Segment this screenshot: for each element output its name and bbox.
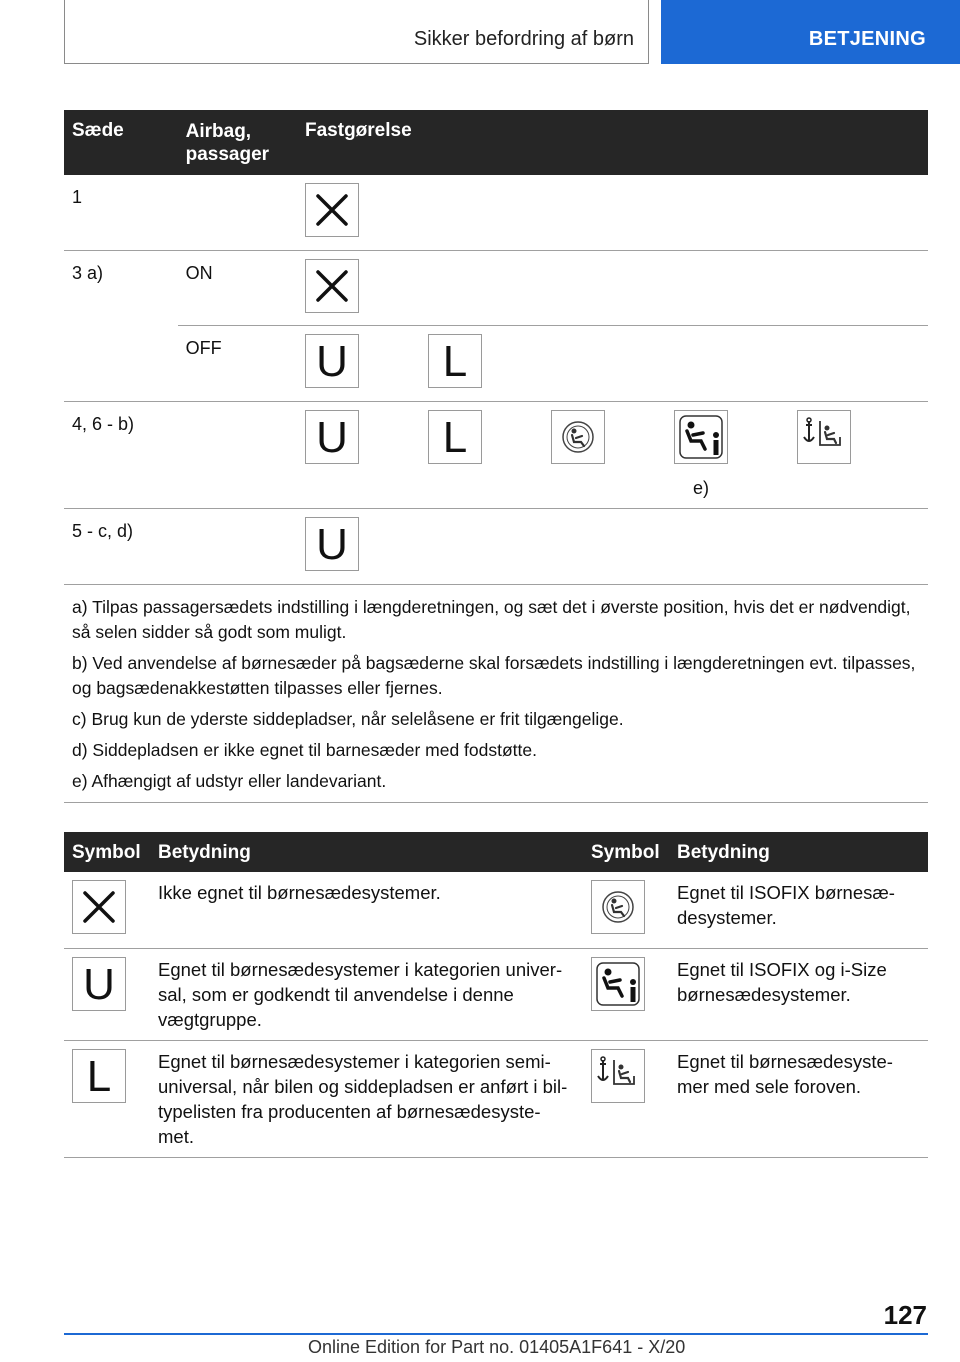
seat-cell: 1 — [64, 175, 178, 250]
not-suitable-icon — [305, 183, 359, 237]
meaning-text: Egnet til børnesædesystemer i kategorien semi-universal, når bilen og siddepladsen er anført i bil-typelisten fra producenten af børnesædesyste-met. — [150, 1040, 583, 1157]
universal-icon: U — [72, 957, 126, 1011]
footnote-d: d) Siddepladsen er ikke egnet til barnesæder med fodstøtte. — [72, 739, 537, 760]
seat-cell: 4, 6 - b) — [64, 401, 178, 508]
footnote-marker: e) — [692, 477, 709, 498]
table-row — [64, 401, 928, 508]
airbag-cell — [178, 401, 297, 508]
top-tether-icon — [591, 1049, 645, 1103]
footnote-c: c) Brug kun de yderste siddepladser, når selelåsene er frit tilgængelige. — [72, 708, 624, 729]
table-row — [64, 250, 928, 325]
col-header-airbag: Airbag, passager — [178, 110, 297, 175]
seat-cell — [64, 325, 178, 401]
universal-icon: U — [305, 410, 359, 464]
meaning-text: Egnet til ISOFIX børnesæ-desystemer. — [669, 872, 928, 948]
top-tether-icon — [797, 410, 851, 464]
footnote-e: e) Afhængigt af udstyr eller landevariant. — [72, 770, 387, 791]
table-row — [64, 508, 928, 584]
airbag-cell: ON — [178, 250, 297, 325]
isofix-icon — [551, 410, 605, 464]
isize-icon — [591, 957, 645, 1011]
seat-cell: 5 - c, d) — [64, 508, 178, 584]
col-header-seat: Sæde — [64, 110, 178, 175]
meaning-text: Egnet til børnesædesystemer i kategorien univer-sal, som er godkendt til anvendelse i denne vægtgruppe. — [150, 948, 583, 1040]
col-header-meaning-2: Betydning — [669, 832, 928, 872]
seat-suitability-table — [64, 110, 928, 803]
section-title: Sikker befordring af børn — [413, 28, 634, 50]
table-row — [64, 1040, 928, 1157]
meaning-text: Egnet til børnesædesyste-mer med sele foroven. — [669, 1040, 928, 1157]
footnote-a: a) Tilpas passagersædets indstilling i længderetningen, og sæt det i øverste position, hvis det er nødvendigt, så selen sidder så godt som muligt. — [72, 596, 911, 642]
footnote-b: b) Ved anvendelse af børnesæder på bagsæderne skal forsædets indstilling i længderetningen evt. tilpasses, og bagsædenakkestøtten tilpasses eller fjernes. — [72, 652, 916, 698]
footer-divider — [64, 1333, 928, 1335]
page-number: 127 — [883, 1300, 927, 1330]
chapter-tab: BETJENING — [661, 0, 960, 64]
footnotes-row — [64, 584, 928, 802]
table-row — [64, 872, 928, 948]
meaning-text: Egnet til ISOFIX og i-Size børnesædesystemer. — [669, 948, 928, 1040]
isofix-icon — [591, 880, 645, 934]
universal-icon: U — [305, 334, 359, 388]
airbag-cell — [178, 175, 297, 250]
edition-note: Online Edition for Part no. 01405A1F641 - X/20 — [308, 1337, 686, 1357]
not-suitable-icon — [305, 259, 359, 313]
table-row — [64, 948, 928, 1040]
semi-universal-icon: L — [72, 1049, 126, 1103]
table-row — [64, 175, 928, 250]
seat-cell: 3 a) — [72, 262, 104, 283]
meaning-text: Ikke egnet til børnesædesystemer. — [150, 872, 583, 948]
airbag-cell — [178, 508, 297, 584]
semi-universal-icon: L — [428, 410, 482, 464]
universal-icon: U — [305, 517, 359, 571]
not-suitable-icon — [72, 880, 126, 934]
symbol-legend-table — [64, 832, 928, 1158]
semi-universal-icon: L — [428, 334, 482, 388]
airbag-cell: OFF — [178, 325, 297, 401]
col-header-fastening: Fastgørelse — [297, 110, 928, 175]
col-header-meaning: Betydning — [150, 832, 583, 872]
col-header-symbol: Symbol — [64, 832, 150, 872]
isize-icon — [674, 410, 728, 464]
col-header-symbol-2: Symbol — [583, 832, 669, 872]
table-row — [64, 325, 928, 401]
